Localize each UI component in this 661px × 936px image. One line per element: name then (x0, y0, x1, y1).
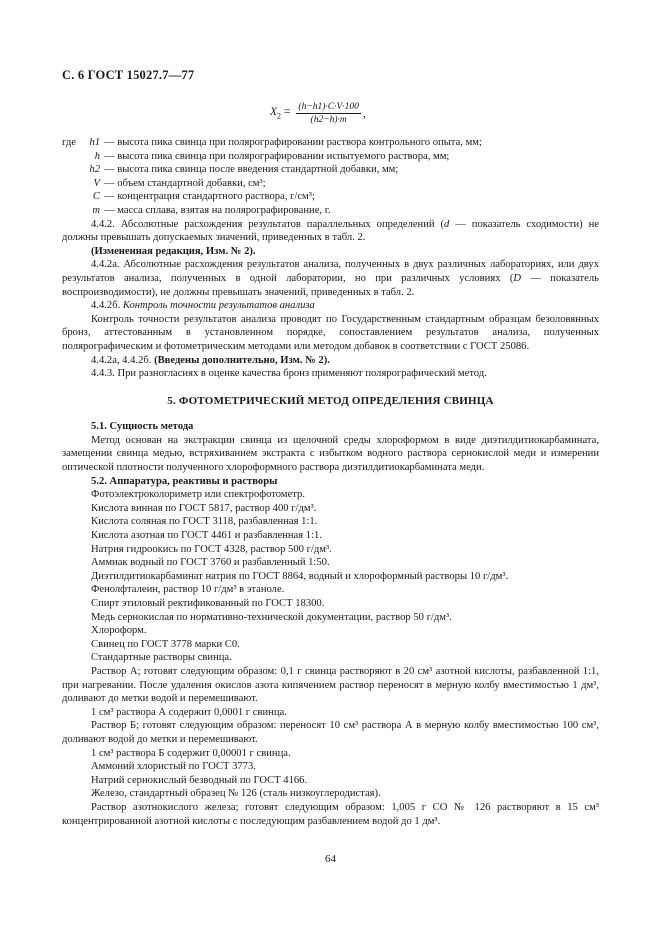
list-item: Аммиак водный по ГОСТ 3760 и разбавленный 1:50. (91, 557, 330, 569)
list-item: Диэтилдитиокарбаминат натрия по ГОСТ 8864, водный и хлороформный растворы 10 г/дм³. (91, 570, 509, 582)
list-item: Натрий сернокислый безводный по ГОСТ 4166. (91, 774, 308, 786)
formula-numerator: (h−h1)·C·V·100 (298, 102, 359, 112)
amendment-note: (Измененная редакция, Изм. № 2). (91, 245, 256, 257)
definition-row: m — масса сплава, взятая на полярографирование, г. (92, 204, 331, 216)
paragraph-4-4-2a: 4.4.2а. Абсолютные расхождения результатов анализа, полученных в двух различных лабораториях, или двух результатов анализа, полученных в одной лаборатории, но при различных условиях (D — показатель воспроизводимости), не должны превышать значений, приведенных в табл. 2. (62, 259, 600, 298)
section-5-title: 5. ФОТОМЕТРИЧЕСКИЙ МЕТОД ОПРЕДЕЛЕНИЯ СВИНЦА (167, 394, 494, 407)
list-item: Кислота винная по ГОСТ 5817, раствор 400 г/дм³. (91, 502, 317, 514)
addition-note: 4.4.2а, 4.4.2б. (Введены дополнительно, Изм. № 2). (91, 354, 330, 366)
solution-a-content: 1 см³ раствора А содержит 0,0001 г свинца. (91, 706, 287, 718)
definition-row: h — высота пика свинца при полярографировании испытуемого раствора, мм; (94, 150, 450, 162)
formula-lhs: $X_2$ = (270, 106, 291, 121)
list-item: Спирт этиловый ректификованный по ГОСТ 18300. (91, 598, 325, 609)
definition-row: h2 — высота пика свинца после введения стандартной добавки, мм; (89, 164, 399, 176)
paragraph-4-4-3: 4.4.3. При разногласиях в оценке качества бронз применяют полярографический метод. (91, 368, 487, 380)
list-item: Медь сернокислая по нормативно-технической документации, раствор 50 г/дм³. (91, 611, 452, 623)
solution-a-text: Раствор А; готовят следующим образом: 0,1 г свинца растворяют в 20 см³ азотной кислоты, разбавленной 1:1, при нагревании. После удаления окислов азота кипячением раствор переносят в мерную колбу вместимостью 1 дм³, доливают до метки водой и перемешивают. (62, 665, 599, 705)
definition-row: V — объем стандартной добавки, см³; (93, 177, 266, 189)
paragraph-4-4-2b: Контроль точности результатов анализа проводят по Государственным стандартным образцам безоловянных бронз, аттестованным в установленном порядке, сопоставлением результатов анализа, полученных полярографическим и фотометрическим методами или методом добавок в соответствии с ГОСТ 25086. (62, 313, 599, 352)
list-item: Хлороформ. (91, 625, 147, 637)
subsection-5-1-heading: 5.1. Сущность метода (91, 421, 194, 433)
paragraph-4-4-2b-heading: 4.4.2б. Контроль точности результатов анализа (91, 300, 315, 312)
list-item: Кислота азотная по ГОСТ 4461 и разбавленная 1:1. (91, 530, 322, 542)
formula-denominator: (h2−h)·m (310, 115, 347, 125)
list-item: Железо, стандартный образец № 126 (сталь низкоуглеродистая). (91, 788, 381, 800)
formula-x2: $X_2$ = $\frac{(h-h1)\cdot C\cdot V\cdot 100}{(h2-h)\cdot m}$ , (270, 102, 366, 125)
running-header: С. 6 ГОСТ 15027.7—77 (62, 68, 195, 82)
page-number: 64 (325, 853, 336, 865)
list-item: Фенолфталеин, раствор 10 г/дм³ в этаноле. (91, 584, 285, 596)
solution-b-content: 1 см³ раствора Б содержит 0,00001 г свинца. (91, 747, 291, 759)
subsection-5-1-text: Метод основан на экстракции свинца из щелочной среды хлороформом в виде диэтилдитиокарбамината, замещении свинца медью, встряхиванием экстракта с избытком водного раствора сернокислой меди и измерении оптической плотности полученного хлороформного раствора диэтилдитиокарбамината меди. (62, 434, 599, 474)
reagent-list (62, 488, 599, 665)
subsection-5-2-heading: 5.2. Аппаратура, реактивы и растворы (91, 475, 278, 487)
iron-nitrate-solution-text: Раствор азотнокислого железа; готовят следующим образом: 1,005 г СО № 126 растворяют в 15 см³ концентрированной азотной кислоты с последующим разбавлением водой до 1 дм³. (62, 801, 599, 827)
paragraph-4-4-2: 4.4.2. Абсолютные расхождения результатов параллельных определений (d — показатель сходимости) не должны превышать допускаемых значений, приведенных в табл. 2. (62, 218, 600, 244)
solution-b-text: Раствор Б; готовят следующим образом: переносят 10 см³ раствора А в мерную колбу вместимостью 100 см³, доливают водой до метки и перемешивают. (62, 720, 599, 745)
list-item: Натрия гидроокись по ГОСТ 4328, раствор 500 г/дм³. (91, 543, 332, 555)
list-item: Свинец по ГОСТ 3778 марки С0. (91, 638, 240, 650)
definition-row: где h1 — высота пика свинца при полярографировании раствора контрольного опыта, мм; (62, 137, 482, 148)
formula-fraction (296, 102, 361, 125)
list-item: Кислота соляная по ГОСТ 3118, разбавленная 1:1. (91, 516, 318, 528)
symbol-definitions (62, 136, 599, 218)
list-item: Фотоэлектроколориметр или спектрофотометр. (91, 489, 305, 501)
list-item: Стандартные растворы свинца. (91, 652, 232, 664)
definition-row: C — концентрация стандартного раствора, г/см³; (92, 191, 315, 203)
document-body (62, 136, 599, 828)
list-item: Аммоний хлористый по ГОСТ 3773. (91, 761, 256, 773)
